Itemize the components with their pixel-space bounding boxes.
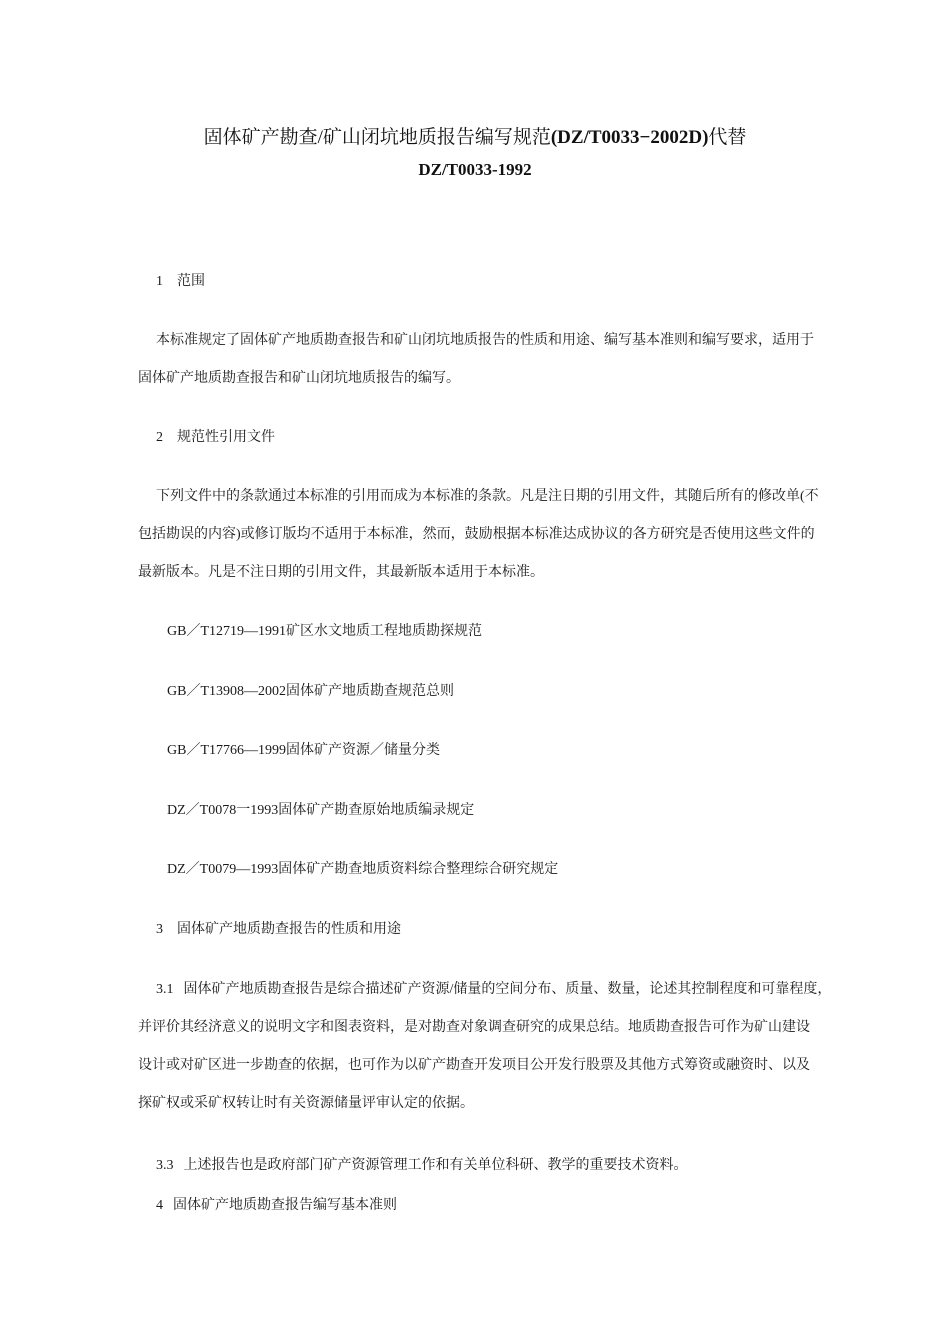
reference-item: DZ／T0079—1993固体矿产勘查地质资料综合整理综合研究规定 [167,862,559,877]
paragraph-text: 固体矿产地质勘查报告是综合描述矿产资源/储量的空间分布、质量、数量，论述其控制程度和可靠程度， [183,982,832,997]
reference-item: GB／T13908—2002固体矿产地质勘查规范总则 [167,684,454,699]
paragraph-text: 上述报告也是政府部门矿产资源管理工作和有关单位科研、教学的重要技术资料。 [183,1158,688,1173]
reference-item: GB／T17766—1999固体矿产资源／储量分类 [167,743,440,758]
section-title: 固体矿产地质勘查报告的性质和用途 [177,922,401,937]
paragraph-line: 设计或对矿区进一步勘查的依据，也可作为以矿产勘查开发项目公开发行股票及其他方式筹资或融资时、以及 [138,1058,810,1073]
document-subtitle: DZ/T0033-1992 [418,160,532,179]
section-2-heading [156,429,846,447]
reference-item: GB／T12719—1991矿区水文地质工程地质勘探规范 [167,624,482,639]
paragraph-line: 包括勘误的内容)或修订版均不适用于本标准，然而，鼓励根据本标准达成协议的各方研究是否使用这些文件的 [138,527,815,542]
title-text: 固体矿产勘查/矿山闭坑地质报告编写规范 [203,127,551,148]
section-4-heading [156,1197,846,1215]
section-3-heading [156,921,846,939]
paragraph-line: 并评价其经济意义的说明文字和图表资料，是对勘查对象调查研究的成果总结。地质勘查报告可作为矿山建设 [138,1020,810,1035]
section-number: 3 [156,922,163,937]
section-number: 1 [156,274,163,289]
section-title: 规范性引用文件 [177,430,275,445]
subsection-number: 3.1 [156,982,174,997]
section-1-heading [156,273,846,291]
section-number: 2 [156,430,163,445]
paragraph-line: 最新版本。凡是不注日期的引用文件，其最新版本适用于本标准。 [138,565,544,580]
subsection-3-1-line [156,981,846,999]
paragraph-line: 下列文件中的条款通过本标准的引用而成为本标准的条款。凡是注日期的引用文件，其随后所有的修改单(不 [156,489,819,504]
section-title: 固体矿产地质勘查报告编写基本准则 [173,1198,397,1213]
reference-item: DZ／T0078一1993固体矿产勘查原始地质编录规定 [167,803,475,818]
document-title [0,122,950,149]
subsection-3-3-line [156,1157,846,1175]
subsection-number: 3.3 [156,1158,174,1173]
paragraph-line: 探矿权或采矿权转让时有关资源储量评审认定的依据。 [138,1096,474,1111]
paragraph-line: 固体矿产地质勘查报告和矿山闭坑地质报告的编写。 [138,371,460,386]
section-title: 范围 [177,274,205,289]
title-code: (DZ/T0033−2002D) [550,127,709,148]
section-number: 4 [156,1198,163,1213]
title-suffix: 代替 [708,127,747,148]
paragraph-line: 本标准规定了固体矿产地质勘查报告和矿山闭坑地质报告的性质和用途、编写基本准则和编写要求，适用于 [156,333,814,348]
